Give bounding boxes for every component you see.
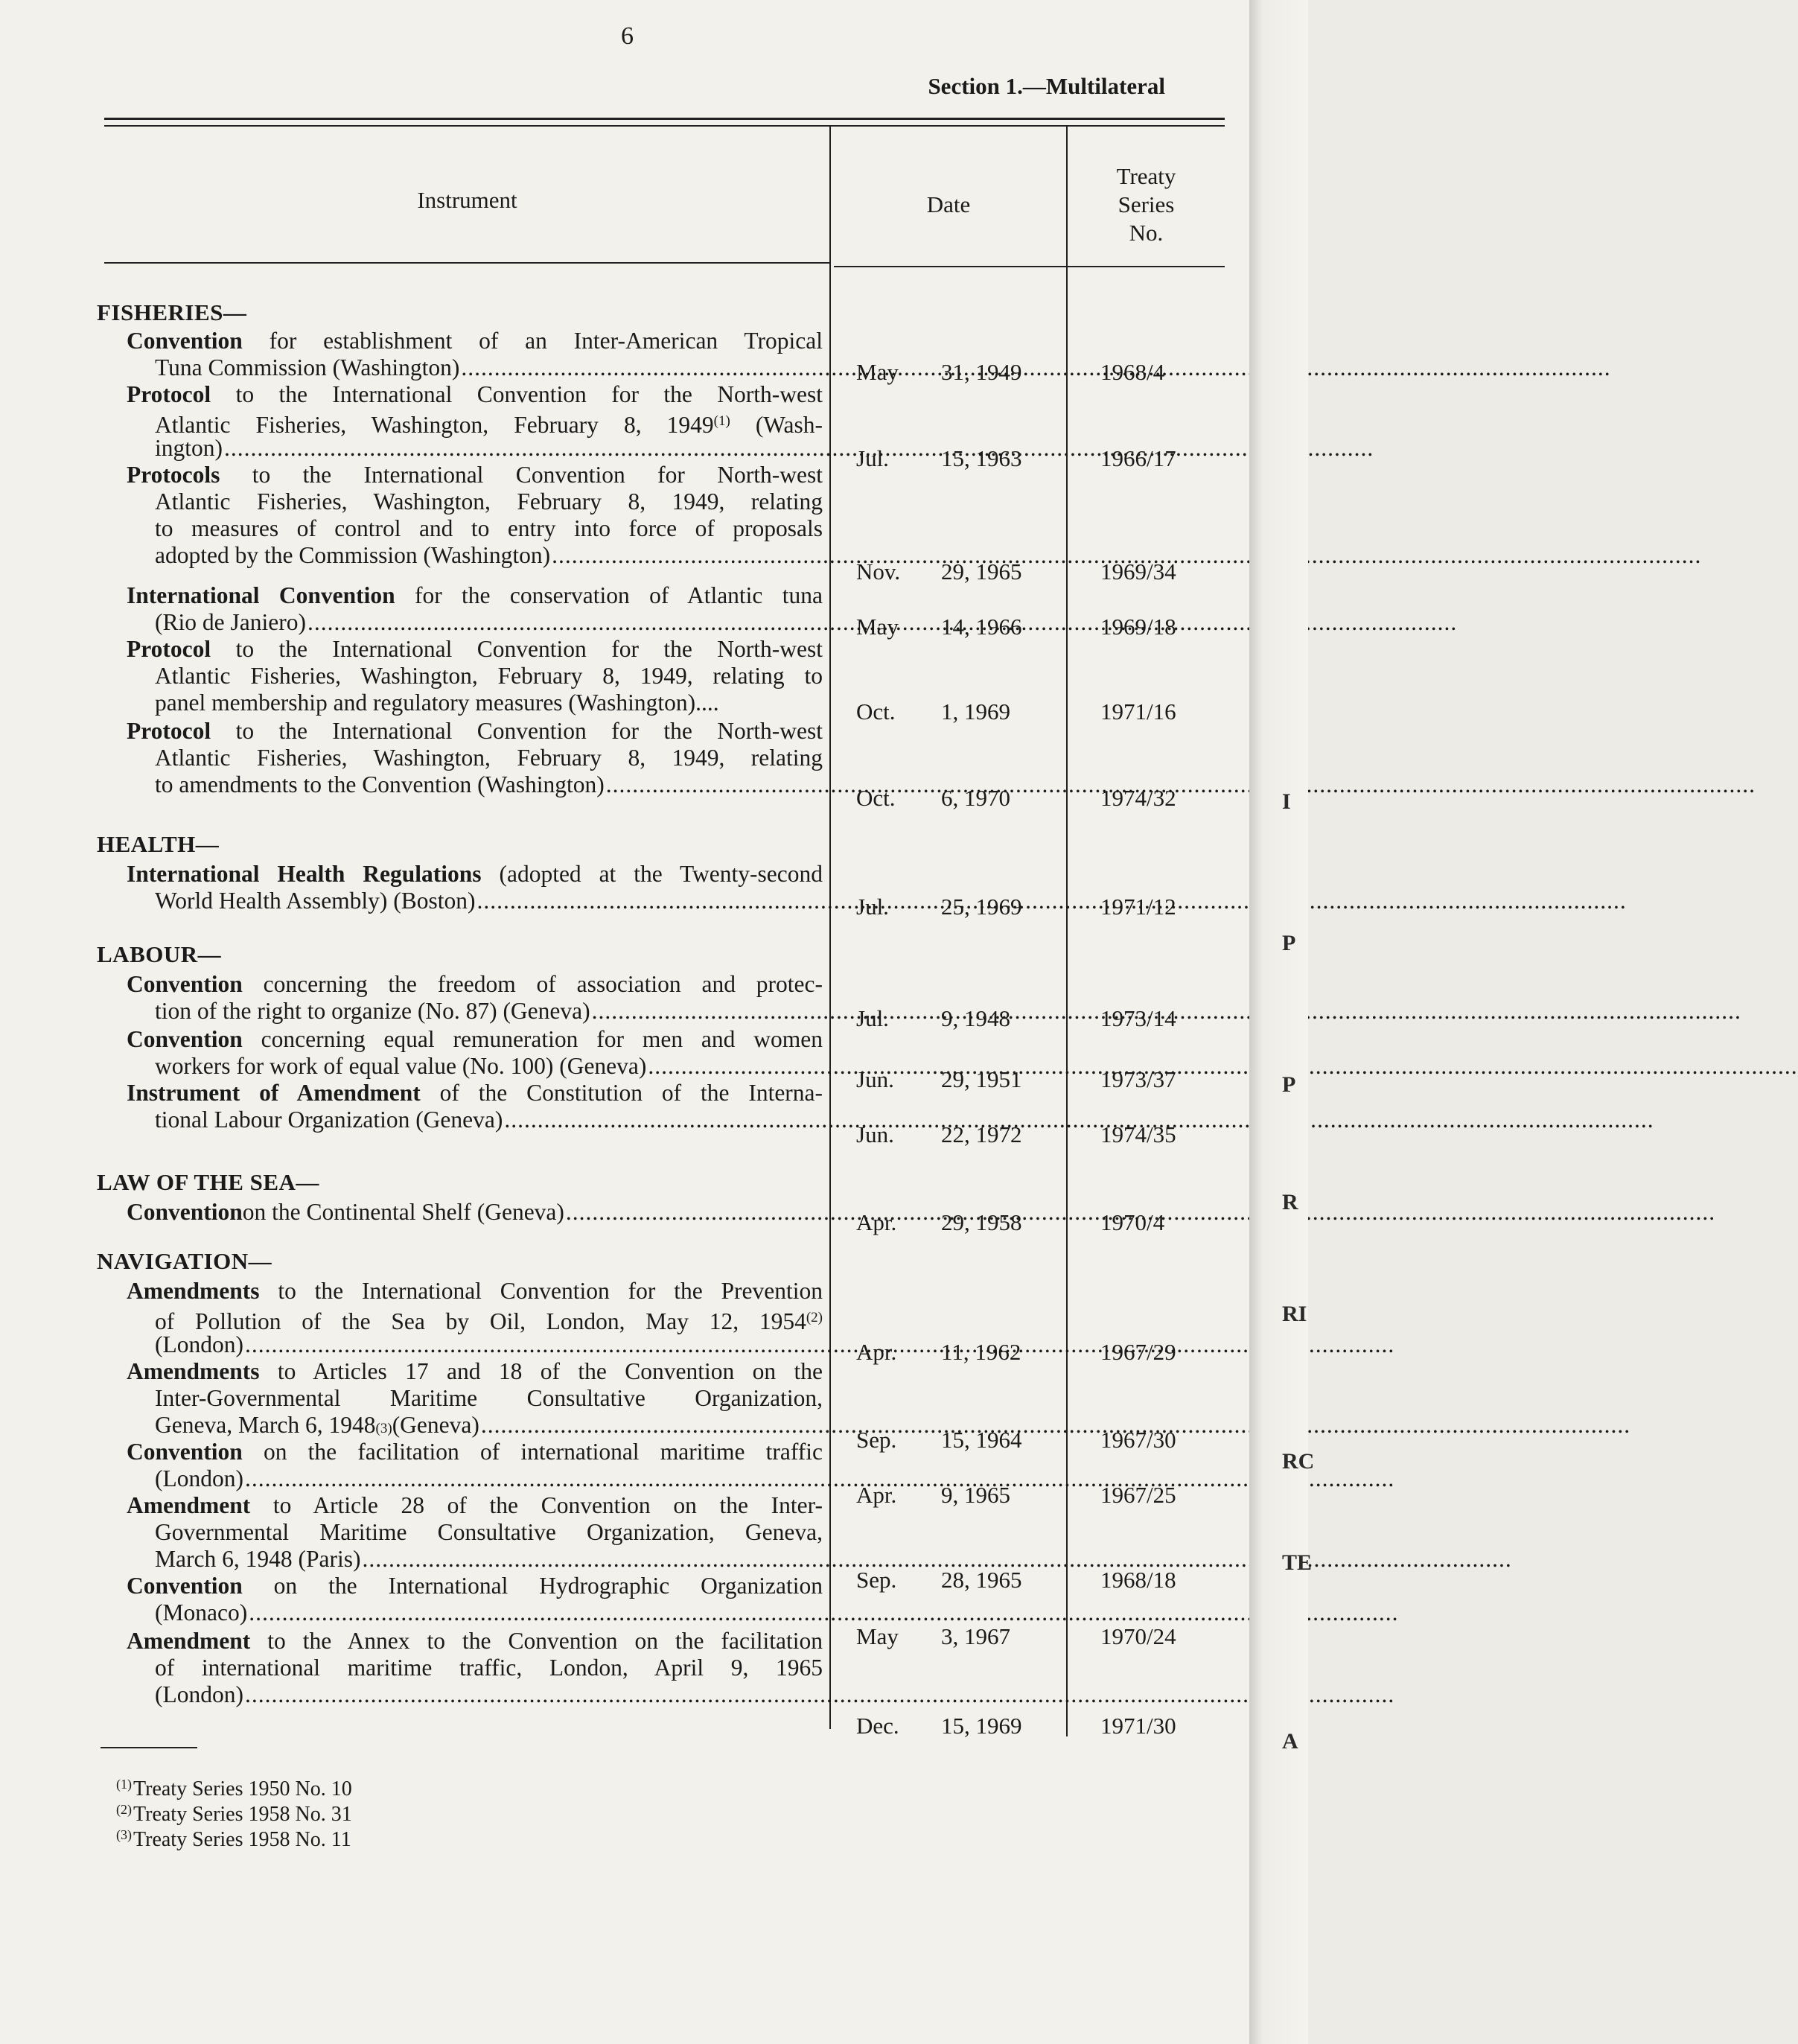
footnote-marker: (2) — [116, 1802, 132, 1817]
treaty-entry — [97, 1278, 823, 1358]
column-header-instrument: Instrument — [417, 187, 517, 213]
entry-text: Atlantic Fisheries, Washington, February 8, 1949, relating — [155, 488, 823, 515]
leader-dots — [362, 1546, 1511, 1573]
adjacent-page-letter: TE — [1282, 1550, 1313, 1575]
footnote-text: Treaty Series 1958 No. 31 — [133, 1803, 352, 1826]
header-rule-top — [104, 118, 1225, 120]
entry-line — [97, 1546, 823, 1573]
footnote-marker: (3) — [375, 1421, 392, 1436]
entry-text: to the International Convention for the North-west — [211, 381, 823, 407]
footnote-marker: (1) — [116, 1777, 132, 1792]
date-day: 25, 1969 — [941, 894, 1022, 920]
treaty-entry — [97, 1628, 823, 1708]
treaty-series-number: 1974/35 — [1100, 1121, 1176, 1147]
date-month: Apr. — [856, 1482, 897, 1508]
adjacent-page-edge — [1249, 0, 1308, 2044]
adjacent-page-letter: P — [1282, 931, 1296, 955]
date-day: 1, 1969 — [941, 698, 1010, 725]
date-month: Apr. — [856, 1339, 897, 1365]
entry-keyword: Convention — [127, 1439, 243, 1465]
entry-line — [97, 515, 823, 542]
entry-text: (Rio de Janiero) — [155, 609, 306, 635]
footnote-marker: (3) — [116, 1827, 132, 1842]
adjacent-page-letter: RI — [1282, 1302, 1307, 1326]
leader-dots — [245, 1681, 1394, 1708]
entry-line — [97, 1655, 823, 1681]
date-day: 15, 1964 — [941, 1427, 1022, 1453]
leader-dots — [504, 1107, 1654, 1133]
entry-text: concerning equal remuneration for men and women — [242, 1026, 823, 1052]
entry-line — [97, 1628, 823, 1655]
date-month: May — [856, 614, 899, 640]
leader-dots — [245, 1465, 1394, 1492]
date-day: 15, 1969 — [941, 1713, 1022, 1739]
entry-text: (adopted at the Twenty-second — [481, 861, 823, 887]
entry-line — [97, 408, 823, 438]
entry-line — [97, 1331, 823, 1358]
entry-text: ington) — [155, 435, 223, 461]
treaty-entry — [97, 462, 823, 569]
entry-line — [97, 1107, 823, 1133]
entry-line — [97, 861, 823, 888]
leader-dots — [245, 1331, 1394, 1358]
footnote — [116, 1802, 352, 1827]
entry-keyword: Protocol — [127, 381, 211, 407]
treaty-entry — [97, 1080, 823, 1133]
column-header-series-line: No. — [1129, 220, 1164, 246]
entry-keyword: International Convention — [127, 582, 395, 608]
treaty-entry — [97, 636, 823, 716]
entry-keyword: Instrument of Amendment — [127, 1080, 421, 1106]
date-month: Dec. — [856, 1713, 899, 1739]
entry-keyword: Convention — [127, 1573, 243, 1599]
entry-line — [97, 462, 823, 488]
entry-text: (Wash- — [730, 412, 823, 438]
date-month: Sep. — [856, 1427, 897, 1453]
entry-text: Atlantic Fisheries, Washington, February 8, 1949 — [155, 412, 714, 438]
treaty-series-number: 1969/34 — [1100, 558, 1176, 585]
leader-dots — [461, 354, 1610, 381]
date-day: 14, 1966 — [941, 614, 1022, 640]
date-month: Oct. — [856, 698, 896, 725]
date-day: 15, 1963 — [941, 445, 1022, 471]
date-month: Jul. — [856, 894, 889, 920]
entry-line — [97, 1053, 823, 1080]
category-heading: NAVIGATION— — [97, 1248, 272, 1274]
entry-line — [97, 636, 823, 663]
date-month: Jun. — [856, 1121, 894, 1147]
date-day: 9, 1948 — [941, 1005, 1010, 1031]
page-number: 6 — [621, 22, 634, 50]
adjacent-page-letter: A — [1282, 1729, 1298, 1754]
adjacent-page-letter: RC — [1282, 1449, 1315, 1474]
treaty-series-number: 1967/29 — [1100, 1339, 1176, 1365]
column-header-series-line: Treaty — [1116, 163, 1176, 189]
entry-text: panel membership and regulatory measures (Washington).... — [155, 690, 719, 716]
entry-keyword: Amendments — [127, 1278, 260, 1304]
entry-line — [97, 1385, 823, 1412]
entry-text: of Pollution of the Sea by Oil, London, May 12, 1954 — [155, 1308, 806, 1334]
entry-line — [97, 1492, 823, 1519]
entry-keyword: Amendment — [127, 1492, 251, 1518]
entry-line — [97, 663, 823, 690]
entry-text: of international maritime traffic, London, April 9, 1965 — [155, 1655, 823, 1681]
entry-text: of the Constitution of the Interna- — [420, 1080, 823, 1106]
entry-text: for establishment of an Inter-American Tropical — [242, 328, 823, 354]
entry-text: March 6, 1948 (Paris) — [155, 1546, 361, 1572]
footnote — [116, 1827, 351, 1852]
entry-line — [97, 582, 823, 609]
entry-text: for the conservation of Atlantic tuna — [395, 582, 823, 608]
treaty-entry — [97, 1492, 823, 1573]
entry-line — [97, 1681, 823, 1708]
leader-dots — [249, 1599, 1398, 1626]
date-day: 6, 1970 — [941, 785, 1010, 811]
date-month: May — [856, 359, 899, 385]
entry-line — [97, 328, 823, 354]
entry-line — [97, 488, 823, 515]
entry-keyword: Convention — [127, 1199, 243, 1225]
column-header-series — [1068, 162, 1225, 247]
entry-line — [97, 718, 823, 745]
date-day: 28, 1965 — [941, 1567, 1022, 1593]
entry-keyword: Protocol — [127, 718, 211, 744]
entry-keyword: Protocols — [127, 462, 220, 488]
date-day: 31, 1949 — [941, 359, 1022, 385]
column-header-date: Date — [926, 191, 971, 217]
entry-line — [97, 888, 823, 914]
leader-dots — [477, 888, 1627, 914]
treaty-entry — [97, 1358, 823, 1439]
treaty-series-number: 1970/24 — [1100, 1623, 1176, 1649]
entry-line — [97, 542, 823, 569]
entry-text: to Article 28 of the Convention on the Inter- — [250, 1492, 823, 1518]
treaty-series-number: 1967/25 — [1100, 1482, 1176, 1508]
entry-text: adopted by the Commission (Washington) — [155, 542, 551, 568]
entry-line — [97, 1412, 823, 1439]
category-heading: HEALTH— — [97, 831, 220, 857]
entry-text: Atlantic Fisheries, Washington, February 8, 1949, relating to — [155, 663, 823, 689]
date-day: 29, 1951 — [941, 1066, 1022, 1092]
treaty-series-number: 1968/4 — [1100, 359, 1165, 385]
adjacent-page-letter: R — [1282, 1190, 1298, 1214]
leader-dots — [481, 1412, 1630, 1439]
column-header-series-line: Series — [1118, 191, 1175, 217]
treaty-series-number: 1968/18 — [1100, 1567, 1176, 1593]
date-head-rule — [834, 266, 1225, 267]
date-month: Apr. — [856, 1209, 897, 1235]
treaty-series-number: 1973/14 — [1100, 1005, 1176, 1031]
entry-text: tional Labour Organization (Geneva) — [155, 1107, 503, 1133]
date-month: Jul. — [856, 445, 889, 471]
entry-text: (London) — [155, 1331, 243, 1357]
footnote-rule — [101, 1747, 197, 1748]
date-month: Nov. — [856, 558, 901, 585]
entry-keyword: Protocol — [127, 636, 211, 662]
entry-text: Inter-Governmental Maritime Consultative Organization, — [155, 1385, 823, 1411]
entry-line — [97, 435, 823, 462]
entry-line — [97, 381, 823, 408]
treaty-series-number: 1971/30 — [1100, 1713, 1176, 1739]
leader-dots — [606, 771, 1756, 798]
entry-text: on the facilitation of international maritime traffic — [242, 1439, 823, 1465]
entry-text: (London) — [155, 1681, 243, 1707]
entry-text: Governmental Maritime Consultative Organization, Geneva, — [155, 1519, 823, 1545]
entry-line — [97, 1080, 823, 1107]
date-month: Jul. — [856, 1005, 889, 1031]
entry-text: workers for work of equal value (No. 100) (Geneva) — [155, 1053, 647, 1079]
treaty-entry — [97, 861, 823, 914]
entry-line — [97, 998, 823, 1025]
instrument-head-rule — [104, 262, 830, 264]
treaty-entry — [97, 381, 823, 462]
date-day: 9, 1965 — [941, 1482, 1010, 1508]
entry-text: Atlantic Fisheries, Washington, February 8, 1949, relating — [155, 745, 823, 771]
date-day: 11, 1962 — [941, 1339, 1021, 1365]
date-month: May — [856, 1623, 899, 1649]
entry-line — [97, 1573, 823, 1599]
treaty-entry — [97, 1026, 823, 1080]
entry-text: to the International Convention for the North-west — [211, 636, 823, 662]
entry-text: (Monaco) — [155, 1599, 248, 1626]
date-month: Sep. — [856, 1567, 897, 1593]
entry-line — [97, 1026, 823, 1053]
entry-line — [97, 971, 823, 998]
entry-line — [97, 354, 823, 381]
entry-keyword: Amendments — [127, 1358, 260, 1384]
entry-line — [97, 745, 823, 771]
entry-line — [97, 1199, 823, 1226]
treaty-series-number: 1967/30 — [1100, 1427, 1176, 1453]
entry-text: (London) — [155, 1465, 243, 1491]
entry-line — [97, 1358, 823, 1385]
treaty-series-number: 1971/16 — [1100, 698, 1176, 725]
entry-text: Tuna Commission (Washington) — [155, 354, 460, 381]
header-rule-second — [104, 125, 1225, 127]
leader-dots — [648, 1053, 1797, 1080]
treaty-series-number: 1974/32 — [1100, 785, 1176, 811]
entry-line — [97, 771, 823, 798]
entry-text: to the Annex to the Convention on the facilitation — [250, 1628, 823, 1654]
leader-dots — [224, 435, 1374, 462]
treaty-entry — [97, 718, 823, 798]
category-heading: LAW OF THE SEA— — [97, 1169, 319, 1195]
treaty-entry — [97, 328, 823, 381]
treaty-series-number: 1971/12 — [1100, 894, 1176, 920]
entry-text: (Geneva) — [392, 1412, 479, 1438]
entry-line — [97, 1305, 823, 1334]
entry-text: to amendments to the Convention (Washington) — [155, 771, 605, 797]
entry-text: World Health Assembly) (Boston) — [155, 888, 476, 914]
entry-text: tion of the right to organize (No. 87) (Geneva) — [155, 998, 590, 1024]
section-title: Section 1.—Multilateral — [928, 73, 1165, 99]
entry-text: to the International Convention for the North-west — [211, 718, 823, 744]
date-day: 29, 1958 — [941, 1209, 1022, 1235]
entry-text: to the International Convention for the Prevention — [259, 1278, 823, 1304]
date-month: Oct. — [856, 785, 896, 811]
category-heading: LABOUR— — [97, 941, 222, 967]
treaty-series-number: 1966/17 — [1100, 445, 1176, 471]
category-heading: FISHERIES— — [97, 299, 247, 325]
entry-keyword: Convention — [127, 1026, 243, 1052]
date-day: 3, 1967 — [941, 1623, 1010, 1649]
entry-keyword: International Health Regulations — [127, 861, 482, 887]
entry-line — [97, 1439, 823, 1465]
entry-line — [97, 1465, 823, 1492]
entry-line — [97, 1519, 823, 1546]
date-day: 29, 1965 — [941, 558, 1022, 585]
entry-line — [97, 1278, 823, 1305]
footnote-marker: (2) — [806, 1310, 823, 1325]
entry-text: on the Continental Shelf (Geneva) — [242, 1199, 564, 1225]
footnote — [116, 1777, 352, 1801]
date-day: 22, 1972 — [941, 1121, 1022, 1147]
treaty-series-number: 1973/37 — [1100, 1066, 1176, 1092]
entry-text: on the International Hydrographic Organization — [242, 1573, 823, 1599]
entry-line — [97, 1599, 823, 1626]
entry-keyword: Convention — [127, 971, 243, 997]
treaty-series-number: 1969/18 — [1100, 614, 1176, 640]
entry-text: to measures of control and to entry into force of proposals — [155, 515, 823, 541]
entry-line — [97, 690, 823, 716]
entry-line — [97, 609, 823, 636]
entry-keyword: Convention — [127, 328, 243, 354]
footnote-text: Treaty Series 1958 No. 11 — [133, 1828, 351, 1851]
treaty-entry — [97, 1199, 823, 1226]
entry-text: Geneva, March 6, 1948 — [155, 1412, 376, 1438]
entry-text: concerning the freedom of association and protec- — [242, 971, 823, 997]
date-month: Jun. — [856, 1066, 894, 1092]
adjacent-page-letter: P — [1282, 1072, 1296, 1097]
entry-keyword: Amendment — [127, 1628, 251, 1654]
treaty-series-number: 1970/4 — [1100, 1209, 1165, 1235]
footnote-text: Treaty Series 1950 No. 10 — [133, 1777, 352, 1801]
entry-text: to the International Convention for North-west — [220, 462, 823, 488]
treaty-entry — [97, 1573, 823, 1626]
treaty-entry — [97, 971, 823, 1025]
footnote-marker: (1) — [713, 413, 730, 429]
treaty-entry — [97, 582, 823, 636]
entry-text: to Articles 17 and 18 of the Convention on the — [259, 1358, 823, 1384]
treaty-entry — [97, 1439, 823, 1492]
adjacent-page-letter: I — [1282, 789, 1291, 814]
